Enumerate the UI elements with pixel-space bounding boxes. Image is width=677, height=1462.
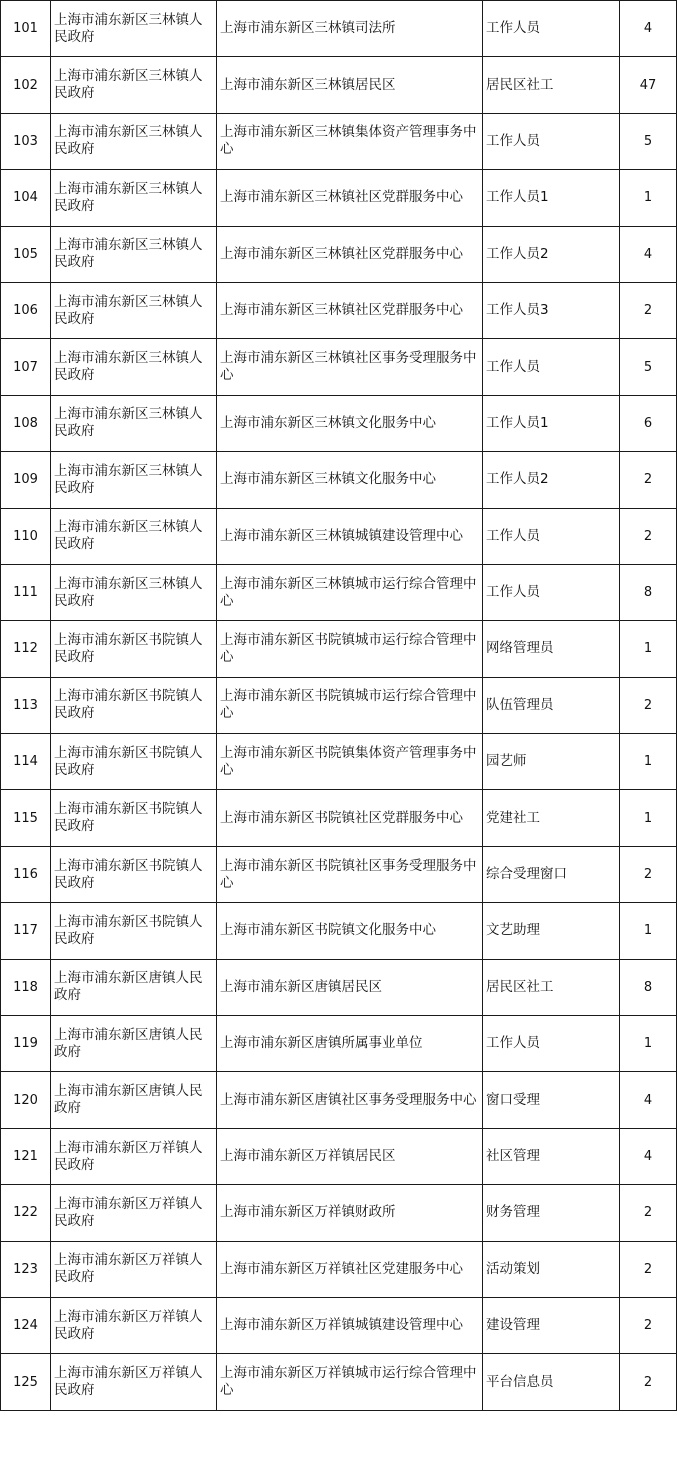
headcount-cell: 2 (620, 1354, 677, 1410)
row-number-cell: 109 (1, 452, 51, 508)
headcount-cell: 1 (620, 790, 677, 846)
position-cell: 工作人员1 (483, 170, 620, 226)
department-cell: 上海市浦东新区三林镇社区事务受理服务中心 (217, 339, 483, 395)
row-number-cell: 110 (1, 508, 51, 564)
department-cell: 上海市浦东新区三林镇社区党群服务中心 (217, 282, 483, 338)
table-row (1, 621, 677, 677)
position-cell: 网络管理员 (483, 621, 620, 677)
department-cell: 上海市浦东新区书院镇社区事务受理服务中心 (217, 846, 483, 902)
department-cell: 上海市浦东新区唐镇所属事业单位 (217, 1016, 483, 1072)
row-number-cell: 108 (1, 395, 51, 451)
row-number-cell: 120 (1, 1072, 51, 1128)
table-row (1, 1354, 677, 1410)
employer-unit-cell: 上海市浦东新区三林镇人民政府 (51, 339, 217, 395)
department-cell: 上海市浦东新区唐镇社区事务受理服务中心 (217, 1072, 483, 1128)
department-cell: 上海市浦东新区书院镇集体资产管理事务中心 (217, 734, 483, 790)
employer-unit-cell: 上海市浦东新区书院镇人民政府 (51, 621, 217, 677)
row-number-cell: 111 (1, 564, 51, 620)
position-cell: 工作人员2 (483, 452, 620, 508)
department-cell: 上海市浦东新区三林镇社区党群服务中心 (217, 170, 483, 226)
position-cell: 文艺助理 (483, 903, 620, 959)
employer-unit-cell: 上海市浦东新区万祥镇人民政府 (51, 1128, 217, 1184)
headcount-cell: 1 (620, 1016, 677, 1072)
table-row (1, 1241, 677, 1297)
department-cell: 上海市浦东新区万祥镇城镇建设管理中心 (217, 1297, 483, 1353)
employer-unit-cell: 上海市浦东新区万祥镇人民政府 (51, 1185, 217, 1241)
department-cell: 上海市浦东新区三林镇文化服务中心 (217, 452, 483, 508)
employer-unit-cell: 上海市浦东新区三林镇人民政府 (51, 564, 217, 620)
table-row (1, 1185, 677, 1241)
position-cell: 工作人员 (483, 1, 620, 57)
department-cell: 上海市浦东新区万祥镇居民区 (217, 1128, 483, 1184)
position-cell: 工作人员 (483, 1016, 620, 1072)
headcount-cell: 4 (620, 226, 677, 282)
position-cell: 活动策划 (483, 1241, 620, 1297)
row-number-cell: 112 (1, 621, 51, 677)
employer-unit-cell: 上海市浦东新区唐镇人民政府 (51, 1072, 217, 1128)
headcount-cell: 1 (620, 734, 677, 790)
department-cell: 上海市浦东新区书院镇社区党群服务中心 (217, 790, 483, 846)
row-number-cell: 122 (1, 1185, 51, 1241)
employer-unit-cell: 上海市浦东新区万祥镇人民政府 (51, 1354, 217, 1410)
position-cell: 工作人员3 (483, 282, 620, 338)
table-row (1, 1016, 677, 1072)
table-row (1, 1297, 677, 1353)
headcount-cell: 2 (620, 1185, 677, 1241)
position-cell: 综合受理窗口 (483, 846, 620, 902)
position-cell: 财务管理 (483, 1185, 620, 1241)
employer-unit-cell: 上海市浦东新区唐镇人民政府 (51, 1016, 217, 1072)
position-cell: 工作人员 (483, 508, 620, 564)
department-cell: 上海市浦东新区三林镇居民区 (217, 57, 483, 113)
employer-unit-cell: 上海市浦东新区书院镇人民政府 (51, 790, 217, 846)
headcount-cell: 2 (620, 1241, 677, 1297)
row-number-cell: 102 (1, 57, 51, 113)
department-cell: 上海市浦东新区三林镇城市运行综合管理中心 (217, 564, 483, 620)
employer-unit-cell: 上海市浦东新区三林镇人民政府 (51, 282, 217, 338)
employer-unit-cell: 上海市浦东新区书院镇人民政府 (51, 734, 217, 790)
department-cell: 上海市浦东新区三林镇城镇建设管理中心 (217, 508, 483, 564)
employer-unit-cell: 上海市浦东新区书院镇人民政府 (51, 677, 217, 733)
table-row (1, 790, 677, 846)
table-body (1, 1, 677, 1411)
employer-unit-cell: 上海市浦东新区三林镇人民政府 (51, 113, 217, 169)
department-cell: 上海市浦东新区三林镇社区党群服务中心 (217, 226, 483, 282)
headcount-cell: 5 (620, 339, 677, 395)
row-number-cell: 118 (1, 959, 51, 1015)
table-row (1, 1072, 677, 1128)
employer-unit-cell: 上海市浦东新区三林镇人民政府 (51, 452, 217, 508)
department-cell: 上海市浦东新区三林镇司法所 (217, 1, 483, 57)
table-row (1, 113, 677, 169)
headcount-cell: 8 (620, 564, 677, 620)
table-row (1, 339, 677, 395)
position-cell: 工作人员 (483, 113, 620, 169)
employer-unit-cell: 上海市浦东新区万祥镇人民政府 (51, 1241, 217, 1297)
department-cell: 上海市浦东新区唐镇居民区 (217, 959, 483, 1015)
employer-unit-cell: 上海市浦东新区唐镇人民政府 (51, 959, 217, 1015)
department-cell: 上海市浦东新区万祥镇城市运行综合管理中心 (217, 1354, 483, 1410)
headcount-cell: 2 (620, 677, 677, 733)
headcount-cell: 2 (620, 1297, 677, 1353)
headcount-cell: 1 (620, 621, 677, 677)
position-cell: 窗口受理 (483, 1072, 620, 1128)
employer-unit-cell: 上海市浦东新区三林镇人民政府 (51, 226, 217, 282)
position-cell: 社区管理 (483, 1128, 620, 1184)
position-cell: 建设管理 (483, 1297, 620, 1353)
row-number-cell: 103 (1, 113, 51, 169)
department-cell: 上海市浦东新区万祥镇财政所 (217, 1185, 483, 1241)
position-cell: 工作人员 (483, 339, 620, 395)
employer-unit-cell: 上海市浦东新区三林镇人民政府 (51, 57, 217, 113)
employer-unit-cell: 上海市浦东新区三林镇人民政府 (51, 395, 217, 451)
headcount-cell: 5 (620, 113, 677, 169)
headcount-cell: 4 (620, 1128, 677, 1184)
row-number-cell: 124 (1, 1297, 51, 1353)
headcount-cell: 1 (620, 903, 677, 959)
employer-unit-cell: 上海市浦东新区三林镇人民政府 (51, 1, 217, 57)
position-cell: 党建社工 (483, 790, 620, 846)
table-row (1, 170, 677, 226)
row-number-cell: 107 (1, 339, 51, 395)
department-cell: 上海市浦东新区书院镇文化服务中心 (217, 903, 483, 959)
row-number-cell: 105 (1, 226, 51, 282)
department-cell: 上海市浦东新区三林镇文化服务中心 (217, 395, 483, 451)
row-number-cell: 114 (1, 734, 51, 790)
row-number-cell: 123 (1, 1241, 51, 1297)
headcount-cell: 2 (620, 452, 677, 508)
position-cell: 工作人员1 (483, 395, 620, 451)
table-row (1, 395, 677, 451)
table-row (1, 282, 677, 338)
position-cell: 工作人员 (483, 564, 620, 620)
row-number-cell: 117 (1, 903, 51, 959)
table-row (1, 734, 677, 790)
department-cell: 上海市浦东新区书院镇城市运行综合管理中心 (217, 621, 483, 677)
headcount-cell: 6 (620, 395, 677, 451)
table-row (1, 508, 677, 564)
position-cell: 居民区社工 (483, 57, 620, 113)
position-cell: 平台信息员 (483, 1354, 620, 1410)
row-number-cell: 125 (1, 1354, 51, 1410)
table-row (1, 846, 677, 902)
row-number-cell: 115 (1, 790, 51, 846)
department-cell: 上海市浦东新区书院镇城市运行综合管理中心 (217, 677, 483, 733)
headcount-cell: 2 (620, 846, 677, 902)
table-row (1, 1, 677, 57)
row-number-cell: 106 (1, 282, 51, 338)
table-row (1, 57, 677, 113)
headcount-cell: 47 (620, 57, 677, 113)
position-cell: 园艺师 (483, 734, 620, 790)
headcount-cell: 1 (620, 170, 677, 226)
employer-unit-cell: 上海市浦东新区三林镇人民政府 (51, 508, 217, 564)
department-cell: 上海市浦东新区万祥镇社区党建服务中心 (217, 1241, 483, 1297)
row-number-cell: 121 (1, 1128, 51, 1184)
position-cell: 工作人员2 (483, 226, 620, 282)
employer-unit-cell: 上海市浦东新区万祥镇人民政府 (51, 1297, 217, 1353)
headcount-cell: 4 (620, 1072, 677, 1128)
row-number-cell: 104 (1, 170, 51, 226)
table-row (1, 903, 677, 959)
row-number-cell: 113 (1, 677, 51, 733)
department-cell: 上海市浦东新区三林镇集体资产管理事务中心 (217, 113, 483, 169)
row-number-cell: 116 (1, 846, 51, 902)
table-row (1, 226, 677, 282)
row-number-cell: 119 (1, 1016, 51, 1072)
table-row (1, 564, 677, 620)
table-row (1, 677, 677, 733)
employer-unit-cell: 上海市浦东新区书院镇人民政府 (51, 903, 217, 959)
employer-unit-cell: 上海市浦东新区三林镇人民政府 (51, 170, 217, 226)
employer-unit-cell: 上海市浦东新区书院镇人民政府 (51, 846, 217, 902)
headcount-cell: 2 (620, 508, 677, 564)
row-number-cell: 101 (1, 1, 51, 57)
headcount-cell: 4 (620, 1, 677, 57)
position-cell: 居民区社工 (483, 959, 620, 1015)
headcount-cell: 2 (620, 282, 677, 338)
table-row (1, 1128, 677, 1184)
table-row (1, 452, 677, 508)
table-row (1, 959, 677, 1015)
headcount-cell: 8 (620, 959, 677, 1015)
position-cell: 队伍管理员 (483, 677, 620, 733)
